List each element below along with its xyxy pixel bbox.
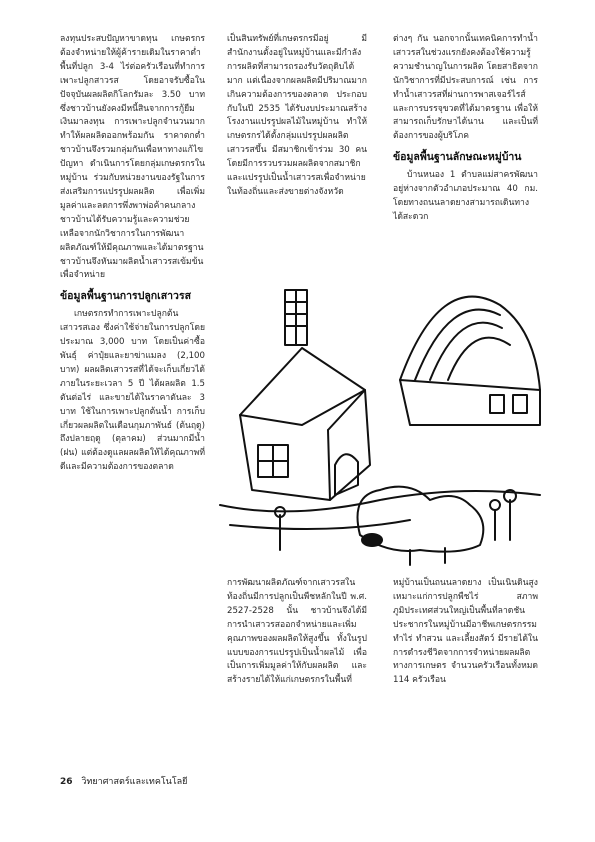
page-number: 26	[60, 777, 73, 787]
house-door	[335, 454, 358, 495]
section-heading-village-background: ข้อมูลพื้นฐานลักษณะหมู่บ้าน	[393, 151, 522, 164]
right-top-column	[393, 33, 538, 225]
body-paragraph: ต่างๆ กัน นอกจากนั้นเทคนิคการทำน้ำเสาวรสในช่วงแรกยังคงต้องใช้ความรู้ความชำนาญในการผลิต โดยสาธิตจากนักวิชาการที่มีประสบการณ์ เช่น การทำน้ำเสาวรสที่ผ่านการพาสเจอร์ไรส์และการบรรจุขวดที่ได้มาตรฐาน เพื่อให้สามารถเก็บรักษาได้นาน และเป็นที่ต้องการของผู้บริโภค	[393, 34, 538, 142]
body-paragraph: เกษตรกรทำการเพาะปลูกต้นเสาวรสเอง ซึ่งค่าใช้จ่ายในการปลูกโดยประมาณ 3,000 บาท โดยเป็นค่าซื้อพันธุ์ ค่าปุ๋ยและยาฆ่าแมลง (2,100 บาท) ผลผลิตเสาวรสที่ได้จะเก็บเกี่ยวได้ภายในระยะเวลา 5 ปี ได้ผลผลิต 1.5 ตันต่อไร่ และขายได้ในราคาตันละ 3 บาท ใช้ในการเพาะปลูกต้นน้ำ การเก็บเกี่ยวผลผลิตในเดือนกุมภาพันธ์ (ต้นฤดู) ถึงปลายฤดู (ตุลาคม) ส่วนมากมีน้ำ (ฝน) แต่ต้องดูแลผลผลิตให้ได้คุณภาพที่ดีและมีความต้องการของตลาด	[60, 309, 205, 473]
village-houses-dog-illustration	[210, 250, 550, 568]
body-paragraph: หมู่บ้านเป็นถนนลาดยาง เป็นเนินดินสูงเหมาะแก่การปลูกพืชไร่ สภาพภูมิประเทศส่วนใหญ่เป็นพื้นที่ลาดชัน ประชากรในหมู่บ้านมีอาชีพเกษตรกรรม ทำไร่ ทำสวน และเลี้ยงสัตว์ มีรายได้ในการดำรงชีวิตจากการจำหน่ายผลผลิตทางการเกษตร จำนวนครัวเรือนทั้งหมด 114 ครัวเรือน	[393, 578, 538, 686]
left-column	[60, 33, 205, 475]
page-footer	[60, 774, 187, 788]
journal-name: วิทยาศาสตร์และเทคโนโลยี	[81, 777, 188, 787]
middle-top-column	[227, 33, 367, 200]
section-heading-passion-fruit-cultivation: ข้อมูลพื้นฐานการปลูกเสาวรส	[60, 290, 191, 303]
middle-bottom-column	[227, 577, 367, 688]
right-bottom-column	[393, 577, 538, 688]
body-paragraph: การพัฒนาผลิตภัณฑ์จากเสาวรสในท้องถิ่นมีการปลูกเป็นพืชหลักในปี พ.ศ. 2527-2528 นั้น ชาวบ้านจึงได้มีการนำเสาวรสออกจำหน่ายและเพิ่มคุณภาพของผลผลิตให้สูงขึ้น ทั้งในรูปแบบของการแปรรูปเป็นน้ำผลไม้ เพื่อเป็นการเพิ่มมูลค่าให้กับผลผลิต และสร้างรายได้ให้แก่เกษตรกรในพื้นที่	[227, 578, 367, 686]
body-paragraph: เป็นสินทรัพย์ที่เกษตรกรมีอยู่ มีสำนักงานตั้งอยู่ในหมู่บ้านและมีกำลังการผลิตที่สามารถรองรับวัตถุดิบได้มาก แต่เนื่องจากผลผลิตมีปริมาณมากเกินความต้องการของตลาด ประกอบกับในปี 2535 ได้รับงบประมาณสร้างโรงงานแปรรูปผลไม้ในหมู่บ้าน ทำให้เกษตรกรได้ตั้งกลุ่มแปรรูปผลผลิตเสาวรสขึ้น มีสมาชิกเข้าร่วม 30 คน โดยมีการรวบรวมผลผลิตจากสมาชิกและแปรรูปเป็นน้ำเสาวรสเพื่อจำหน่ายในท้องถิ่นและส่งขายต่างจังหวัด	[227, 34, 367, 197]
body-paragraph: บ้านหนอง 1 ตำบลแม่สาครพัฒนา อยู่ห่างจากตัวอำเภอประมาณ 40 กม. โดยทางถนนลาดยางสามารถเดินทางได้สะดวก	[393, 170, 538, 222]
body-paragraph: ลงทุนประสบปัญหาขาดทุน เกษตรกรต้องจำหน่ายให้ผู้ค้ารายเดิมในราคาต่ำ พื้นที่ปลูก 3-4 ไร่ต่อครัวเรือนที่ทำการเพาะปลูกสาวรส โดยอาจรับซื้อในปัจจุบันผลผลิตกิโลกรัมละ 3.50 บาท ซึ่งชาวบ้านยังคงมีหนี้สินจากการกู้ยืมเงินมาลงทุน การเพาะปลูกจำนวนมากทำให้ผลผลิตออกพร้อมกัน ราคาตกต่ำ ชาวบ้านจึงรวมกลุ่มกันเพื่อหาทางแก้ไขปัญหา ดำเนินการโดยกลุ่มเกษตรกรในหมู่บ้าน ร่วมกับหน่วยงานของรัฐในการส่งเสริมการแปรรูปผลผลิต เพื่อเพิ่มมูลค่าและลดการพึ่งพาพ่อค้าคนกลาง ชาวบ้านได้รับความรู้และความช่วยเหลือจากนักวิชาการในการพัฒนาผลิตภัณฑ์ให้มีคุณภาพและได้มาตรฐาน ชาวบ้านจึงหันมาผลิตน้ำเสาวรสเข้มข้นเพื่อจำหน่าย	[60, 34, 205, 281]
